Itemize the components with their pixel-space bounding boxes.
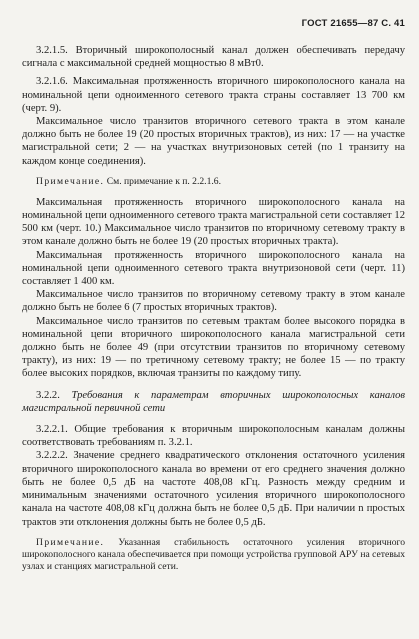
paragraph-3-2-1-5: 3.2.1.5. Вторичный широкополосный канал должен обеспечивать передачу сигнала с максимальной средней мощностью 8 мВт0.	[22, 45, 405, 70]
note-2-label: Примечание.	[36, 536, 105, 548]
paragraph-3-2-2-1: 3.2.2.1. Общие требования к вторичным широкополосным каналам должны соответствовать требованиям п. 3.2.1.	[22, 424, 405, 449]
paragraph-3-2-2-2: 3.2.2.2. Значение среднего квадратического отклонения остаточного усиления вторичного широкополосного канала во времени от его среднего значения должно быть не более 0,5 дБ на частоте 408,08 кГц. Разность между средним и минимальным значениями остаточного усиления вторичного широкополосного канала на частоте 408,08 кГц должна быть не более 0,5 дБ. При наличии n простых трактов эти отклонения должны быть не более 0,5 дБ.	[22, 450, 405, 528]
section-number: 3.2.2.	[36, 389, 60, 401]
paragraph-zonal-length: Максимальная протяженность вторичного широкополосного канала на номинальной цепи одноименного сетевого тракта внутризоновой сети (черт. 11) составляет 1 400 км.	[22, 249, 405, 288]
page-content	[22, 44, 405, 573]
note-2	[22, 537, 405, 573]
paragraph-3-2-1-6: 3.2.1.6. Максимальная протяженность вторичного широкополосного канала на номинальной цепи одноименного сетевого тракта страны составляет 13 700 км (черт. 9).	[22, 76, 405, 114]
paragraph-higher-order-transits: Максимальное число транзитов по сетевым трактам более высокого порядка в номинальной цепи вторичного широкополосного канала магистральной сети должно быть не более 49 (при отсутствии транзитов по вторичному сетевому тракту), из них: 19 — по третичному сетевому тракту; не более 15 — по тракту более высоких порядков, включая транзиты по каждому типу.	[22, 315, 405, 380]
note-1-text: См. примечание к п. 2.2.1.6.	[106, 175, 221, 187]
note-2-text: Указанная стабильность остаточного усиления вторичного широкополосного канала обеспечивается при помощи устройства групповой АРУ на сетевых узлах и станциях магистральной сети.	[22, 536, 405, 572]
note-1	[22, 176, 405, 188]
page-header: ГОСТ 21655—87 С. 41	[301, 18, 405, 29]
paragraph-trunk-length: Максимальная протяженность вторичного широкополосного канала на номинальной цепи одноименного сетевого тракта магистральной сети составляет 12 500 км (черт. 10.) Максимальное число транзитов по вторичному сетевому тракту в этом канале должно быть не более 19 (20 простых вторичных тракта).	[22, 196, 405, 248]
paragraph-transit-count: Максимальное число транзитов вторичного сетевого тракта в этом канале должно быть не более 19 (20 простых вторичных трактов), из них: 17 — на участке магистральной сети; 2 — на участках внутризоновых сетей (по 1 транзиту на каждом конце соединения).	[22, 116, 405, 167]
paragraph-zonal-transits: Максимальное число транзитов по вторичному сетевому тракту в этом канале должно быть не более 6 (7 простых вторичных трактов).	[22, 289, 405, 314]
section-title: Требования к параметрам вторичных широкополосных каналов магистральной первичной сети	[22, 389, 405, 414]
note-1-label: Примечание.	[36, 175, 105, 187]
section-heading-3-2-2	[22, 389, 405, 415]
